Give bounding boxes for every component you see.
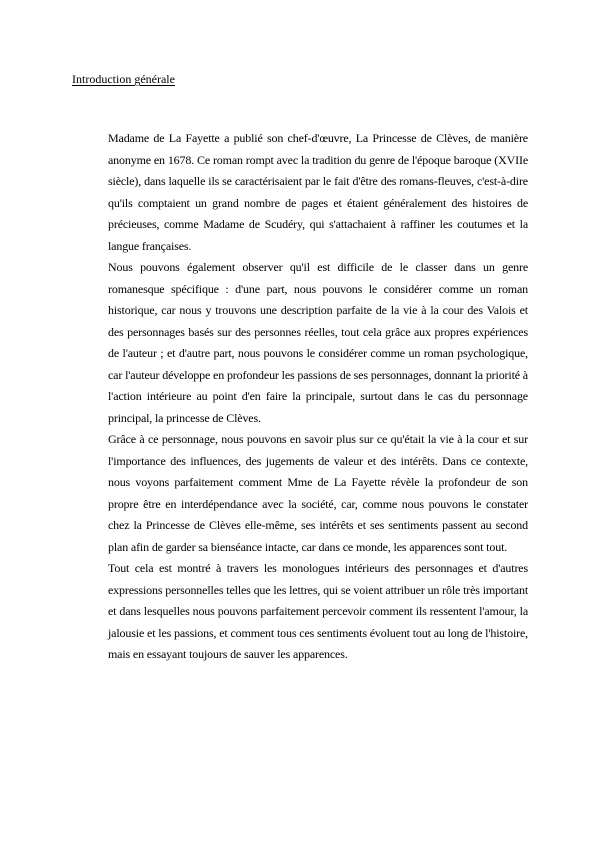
paragraph-2: Nous pouvons également observer qu'il est difficile de le classer dans un genre romanesque spécifique : d'une part, nous pouvons le considérer comme un roman historique, car nous y trouvons une description parfaite de la vie à la cour des Valois et des personnages basés sur des personnes réelles, tout cela grâce aux propres expériences de l'auteur ; et d'autre part, nous pouvons le considérer comme un roman psychologique, car l'auteur développe en profondeur les passions de ses personnages, donnant la priorité à l'action intérieure au point d'en faire la principale, surtout dans le cas du personnage principal, la princesse de Clèves. [108, 260, 528, 425]
paragraph-1: Madame de La Fayette a publié son chef-d'œuvre, La Princesse de Clèves, de manière anonyme en 1678. Ce roman rompt avec la tradition du genre de l'époque baroque (XVIIe siècle), dans laquelle ils se caractérisaient par le fait d'être des romans-fleuves, c'est-à-dire qu'ils comptaient un grand nombre de pages et étaient généralement des histoires de précieuses, comme Madame de Scudéry, qui s'attachaient à raffiner les coutumes et la langue françaises. [108, 131, 528, 253]
paragraph-4: Tout cela est montré à travers les monologues intérieurs des personnages et d'autres expressions personnelles telles que les lettres, qui se voient attribuer un rôle très important et dans lesquelles nous pouvons parfaitement percevoir comment ils ressentent l'amour, la jalousie et les passions, et comment tous ces sentiments évoluent tout au long de l'histoire, mais en essayant toujours de sauver les apparences. [108, 561, 528, 661]
body-text [108, 128, 528, 666]
section-title: Introduction générale [72, 72, 175, 86]
paragraph-3: Grâce à ce personnage, nous pouvons en savoir plus sur ce qu'était la vie à la cour et sur l'importance des influences, des jugements de valeur et des intérêts. Dans ce contexte, nous voyons parfaitement comment Mme de La Fayette révèle la profondeur de son propre être en interdépendance avec la société, car, comme nous pouvons le constater chez la Princesse de Clèves elle-même, ses intérêts et ses sentiments passent au second plan afin de garder sa bienséance intacte, car dans ce monde, les apparences sont tout. [108, 432, 528, 554]
